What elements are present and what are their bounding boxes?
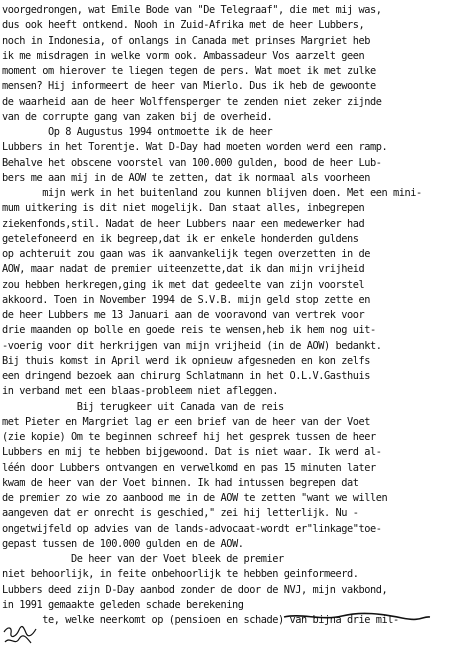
text-line: getelefoneerd en ik begreep,dat ik er enkele honderden guldens: [2, 232, 359, 245]
text-line: zou hebben herkregen,ging ik met dat gedeelte van zijn voorstel: [2, 278, 365, 291]
text-line: De heer van der Voet bleek de premier: [2, 553, 284, 565]
text-line: de waarheid aan de heer Wolffensperger te zenden niet zeker zijnde: [2, 95, 382, 108]
text-line: de heer Lubbers me 13 Januari aan de vooravond van vertrek voor: [2, 309, 365, 321]
text-line: een dringend bezoek aan chirurg Schlatmann in het O.L.V.Gasthuis: [2, 370, 370, 382]
text-line: (zie kopie) Om te beginnen schreef hij het gesprek tussen de heer: [2, 431, 376, 443]
text-line: ziekenfonds,stil. Nadat de heer Lubbers naar een medewerker had: [2, 217, 365, 230]
text-line: aangeven dat er onrecht is geschied," zei hij letterlijk. Nu -: [2, 507, 359, 520]
text-line: -voerig voor dit herkrijgen van mijn vrijheid (in de AOW) bedankt.: [2, 339, 382, 352]
text-line: gepast tussen de 100.000 gulden en de AOW.: [2, 537, 244, 550]
text-line: noch in Indonesia, of onlangs in Canada met prinses Margriet heb: [2, 34, 370, 47]
text-line: mijn werk in het buitenland zou kunnen blijven doen. Met een mini-: [2, 187, 422, 199]
text-line: moment om hierover te liegen tegen de pers. Wat moet ik met zulke: [2, 65, 376, 77]
text-line: Behalve het obscene voorstel van 100.000 gulden, bood de heer Lub-: [2, 156, 382, 169]
text-line: van de corrupte gang van zaken bij de overheid.: [2, 110, 273, 123]
text-line: Op 8 Augustus 1994 ontmoette ik de heer: [2, 126, 273, 138]
text-line: mum uitkering is dit niet mogelijk. Dan staat alles, inbegrepen: [2, 202, 365, 215]
text-line: dus ook heeft ontkend. Nooh in Zuid-Afrika met de heer Lubbers,: [2, 19, 365, 32]
text-line: niet behoorlijk, in feite onbehoorlijk te hebben geinformeerd.: [2, 568, 359, 581]
text-line: léén door Lubbers ontvangen en verwelkomd en pas 15 minuten later: [2, 461, 376, 474]
document-body: [2, 3, 448, 628]
text-line: op achteruit zou gaan was ik aanvankelijk tegen overzetten in de: [2, 248, 370, 260]
text-line: Bij thuis komst in April werd ik opnieuw afgesneden en kon zelfs: [2, 354, 370, 367]
text-line: Lubbers en mij te hebben bijgewoond. Dat is niet waar. Ik werd al-: [2, 446, 382, 459]
text-line: voorgedrongen, wat Emile Bode van "De Telegraaf", die met mij was,: [2, 4, 382, 16]
text-line: met Pieter en Margriet lag er een brief van de heer van der Voet: [2, 415, 370, 428]
text-line: AOW, maar nadat de premier uiteenzette,dat ik dan mijn vrijheid: [2, 263, 365, 276]
text-line: ik me misdragen in welke vorm ook. Ambassadeur Vos aarzelt geen: [2, 49, 365, 62]
text-line: in 1991 gemaakte geleden schade berekening: [2, 598, 244, 611]
text-line: te, welke neerkomt op (pensioen en schade) van bijna drie mil-: [2, 614, 399, 626]
text-line: Bij terugkeer uit Canada van de reis: [2, 400, 284, 413]
text-line: ongetwijfeld op advies van de lands-advocaat-wordt er"linkage"toe-: [2, 522, 382, 535]
text-line: kwam de heer van der Voet binnen. Ik had intussen begrepen dat: [2, 476, 359, 489]
text-line: in verband met een blaas-probleem niet afleggen.: [2, 385, 278, 398]
handwritten-annotation: [2, 624, 38, 648]
strikethrough-annotation: [282, 611, 432, 623]
text-line: mensen? Hij informeert de heer van Mierlo. Dus ik heb de gewoonte: [2, 80, 376, 93]
text-line: akkoord. Toen in November 1994 de S.V.B. mijn geld stop zette en: [2, 293, 370, 306]
text-line: Lubbers in het Torentje. Wat D-Day had moeten worden werd een ramp.: [2, 141, 388, 154]
text-line: Lubbers deed zijn D-Day aanbod zonder de door de NVJ, mijn vakbond,: [2, 583, 388, 596]
text-line: bers me aan mij in de AOW te zetten, dat ik normaal als voorheen: [2, 171, 370, 184]
text-line: drie maanden op bolle en goede reis te wensen,heb ik hem nog uit-: [2, 324, 376, 337]
text-line: de premier zo wie zo aanbood me in de AOW te zetten "want we willen: [2, 492, 388, 504]
